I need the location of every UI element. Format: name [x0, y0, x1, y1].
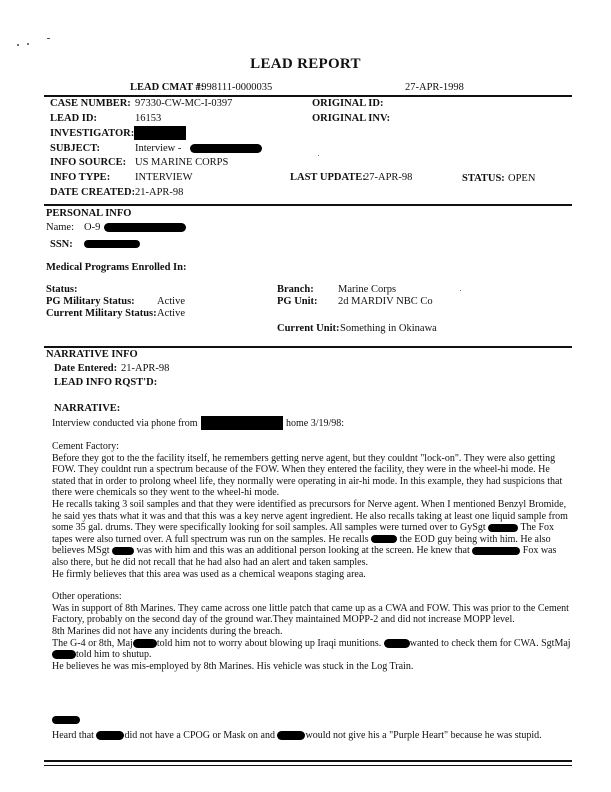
scan-speck	[27, 43, 29, 45]
name-label: Name:	[46, 222, 74, 233]
redaction-block	[488, 524, 518, 532]
page-title: LEAD REPORT	[250, 56, 361, 72]
cement-factory-paragraph-1: Before they got to the the facility itself, he remembers getting nerve agent, but they couldnt "lock-on". They were also getting FOW. They couldnt run a spectrum because of the FOW. When they entered the facility, they were in the wheel-hi mode. He stated that in order to prolong wheel life, they normally were operating in air-hi mode. In this example, they had suspicions that there were chemicals so they went to the wheel-hi mode.	[52, 452, 563, 499]
redaction-block	[96, 731, 124, 740]
interview-intro-a: Interview conducted via phone from	[52, 418, 198, 429]
case-number-label: CASE NUMBER:	[50, 98, 131, 109]
redaction-block	[133, 639, 157, 648]
personal-info-heading: PERSONAL INFO	[46, 208, 132, 219]
date-entered-value: 21-APR-98	[121, 363, 170, 374]
cf-p2-text: was with him and this was an additional person looking at the screen. He knew that	[136, 545, 470, 557]
case-number-value: 97330-CW-MC-I-0397	[135, 98, 233, 109]
redaction-block	[277, 731, 305, 740]
status-label: STATUS:	[462, 173, 505, 184]
cement-factory-heading: Cement Factory:	[52, 441, 119, 452]
current-military-status-value: Active	[157, 308, 185, 319]
oo-p3-text: wanted to check them for CWA. SgtMaj	[409, 637, 571, 649]
oo-p3-text: told him to shutup.	[76, 649, 152, 661]
cement-factory-paragraph-2	[52, 499, 572, 569]
interview-intro-b: home 3/19/98:	[286, 418, 345, 429]
redaction-block	[371, 535, 397, 543]
heard-paragraph	[52, 730, 572, 742]
other-operations-paragraph-2: 8th Marines did not have any incidents during the breach.	[52, 625, 283, 637]
oo-p3-text: told him not to worry about blowing up Iraqi munitions.	[156, 637, 382, 649]
cf-p2-text: The Fox tapes were also turned over. A full spectrum was run on the samples. He recalls	[52, 522, 555, 545]
investigator-label: INVESTIGATOR:	[50, 128, 135, 139]
heard-text	[52, 730, 572, 742]
lead-info-rqstd-label: LEAD INFO RQST'D:	[54, 377, 158, 388]
pg-unit-label: PG Unit:	[277, 296, 318, 307]
subject-value: Interview -	[135, 143, 182, 154]
info-source-value: US MARINE CORPS	[135, 157, 229, 168]
interview-source-redaction	[201, 416, 283, 430]
original-inv-label: ORIGINAL INV:	[312, 113, 391, 124]
pg-military-status-value: Active	[157, 296, 185, 307]
original-id-label: ORIGINAL ID:	[312, 98, 384, 109]
last-update-label: LAST UPDATE:	[290, 172, 366, 183]
pg-unit-value: 2d MARDIV NBC Co	[338, 296, 433, 307]
branch-label: Branch:	[277, 284, 314, 295]
ssn-redaction	[84, 240, 140, 248]
heard-text-part: did not have a CPOG or Mask on and	[124, 730, 275, 741]
subject-redaction	[190, 144, 262, 153]
date-entered-label: Date Entered:	[54, 363, 118, 374]
pg-military-status-label: PG Military Status:	[46, 296, 135, 307]
current-military-status-label: Current Military Status:	[46, 308, 157, 319]
footer-rule-2	[44, 765, 572, 766]
investigator-redaction	[134, 126, 186, 140]
name-redaction	[104, 223, 186, 232]
status-personal-label: Status:	[46, 284, 78, 295]
date-created-value: 21-APR-98	[135, 187, 184, 198]
other-operations-paragraph-1: Was in support of 8th Marines. They came across one little patch that came up as a CWA and FOW. This was prior to the Cement Factory, probably on the second day of the ground war.They maintained MOPP-2 and did not increase MOPP level.	[52, 602, 569, 626]
heard-text-part: Heard that	[52, 730, 94, 741]
redaction-block	[52, 650, 76, 659]
medical-programs-label: Medical Programs Enrolled In:	[46, 262, 187, 273]
lead-cmat-label: LEAD CMAT #:	[130, 82, 205, 93]
header-rule	[44, 95, 572, 97]
lead-cmat-value: 1998111-0000035	[196, 82, 273, 93]
scan-speck	[17, 44, 19, 46]
info-type-value: INTERVIEW	[135, 172, 193, 183]
cement-factory-paragraph-3: He firmly believes that this area was used as a chemical weapons staging area.	[52, 568, 366, 580]
subject-label: SUBJECT:	[50, 143, 100, 154]
other-operations-heading: Other operations:	[52, 591, 122, 603]
date-created-label: DATE CREATED:	[50, 187, 136, 198]
case-rule	[44, 204, 572, 206]
cf-p2-text: Fox was also there, but he did not recall that he had also had an alert and taken samples.	[52, 545, 557, 568]
other-operations-paragraph-4: He believes he was mis-employed by 8th Marines. His vehicle was stuck in the Log Train.	[52, 660, 414, 672]
oo-p3-text: The G-4 or 8th, Maj	[52, 637, 133, 649]
cf-p2-text: the EOD guy being with him. He also believes MSgt	[52, 533, 551, 557]
scan-speck	[460, 290, 461, 291]
narrative-body	[52, 441, 572, 672]
personal-rule	[44, 346, 572, 348]
footer-rule-1	[44, 760, 572, 762]
scan-speck	[47, 38, 50, 39]
redaction-block	[384, 639, 410, 648]
report-date: 27-APR-1998	[405, 82, 464, 93]
other-operations-paragraph-3	[52, 638, 572, 661]
branch-value: Marine Corps	[338, 284, 397, 295]
lead-id-value: 16153	[135, 113, 162, 124]
spacer	[52, 580, 572, 591]
heard-name-redaction	[52, 716, 80, 724]
narrative-label: NARRATIVE:	[54, 403, 121, 414]
current-unit-label: Current Unit:	[277, 323, 340, 334]
lead-id-label: LEAD ID:	[50, 113, 97, 124]
scan-speck	[318, 155, 319, 156]
cf-p2-text: He recalls taking 3 soil samples and that they were identified as precursors for Nerve agent. When I mentioned Benzyl Bromide, he said yes thats what it was and that this was a key nerve agent ingredient. He also recalls taking at least one liquid sample from some 35 gal. drums. They were specifically looking for soil samples. All samples were turned over to GySgt	[52, 498, 568, 534]
info-type-label: INFO TYPE:	[50, 172, 111, 183]
name-value: O-9	[84, 222, 101, 233]
redaction-block	[112, 547, 134, 555]
info-source-label: INFO SOURCE:	[50, 157, 127, 168]
current-unit-value: Something in Okinawa	[340, 323, 437, 334]
ssn-label: SSN:	[50, 239, 73, 250]
redaction-block	[472, 547, 520, 555]
status-value: OPEN	[508, 173, 536, 184]
narrative-info-heading: NARRATIVE INFO	[46, 349, 138, 360]
heard-text-part: would not give his a "Purple Heart" because he was stupid.	[305, 730, 542, 741]
last-update-value: 27-APR-98	[364, 172, 413, 183]
